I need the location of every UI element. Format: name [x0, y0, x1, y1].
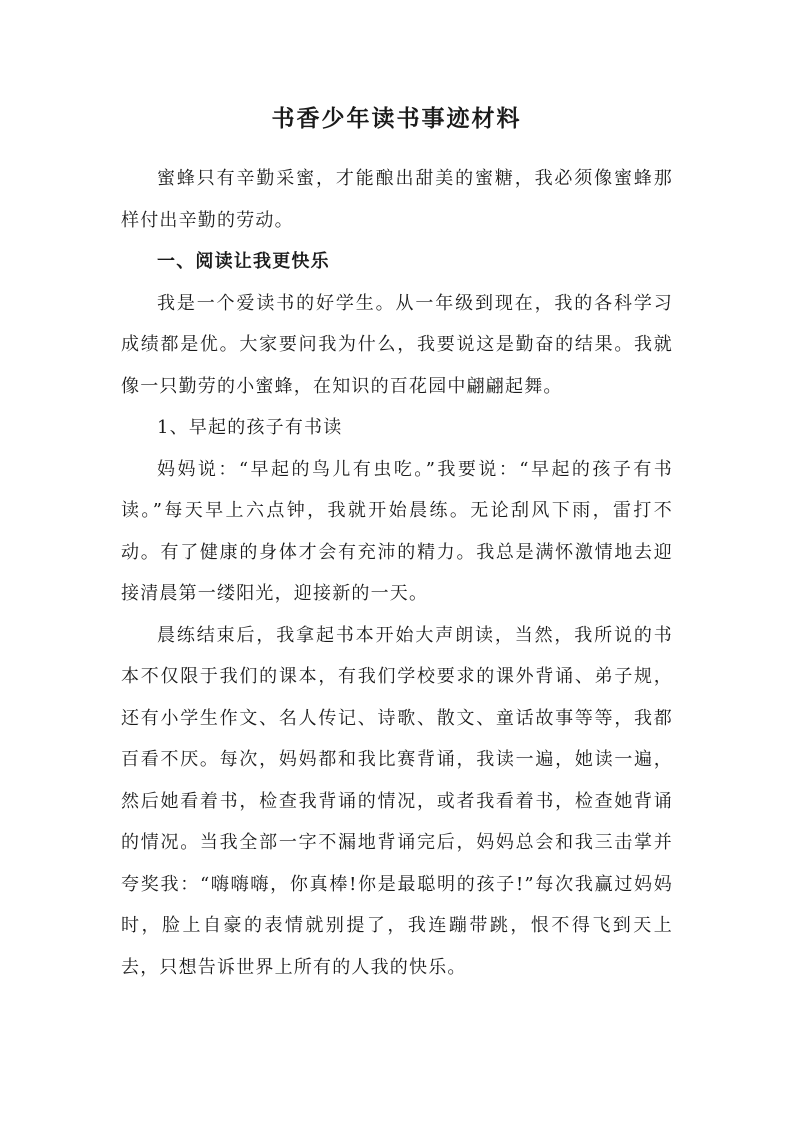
document-title: 书香少年读书事迹材料: [271, 105, 522, 132]
body-paragraph: 我是一个爱读书的好学生。从一年级到现在，我的各科学习成绩都是优。大家要问我为什么，我要说这是勤奋的结果。我就像一只勤劳的小蜜蜂，在知识的百花园中翩翩起舞。: [121, 292, 673, 397]
subsection-heading: 1、早起的孩子有书读: [157, 417, 343, 438]
body-paragraph: 晨练结束后，我拿起书本开始大声朗读，当然，我所说的书本不仅限于我们的课本，有我们学校要求的课外背诵、弟子规，还有小学生作文、名人传记、诗歌、散文、童话故事等等，我都百看不厌。每次，妈妈都和我比赛背诵，我读一遍，她读一遍，然后她看着书，检查我背诵的情况，或者我看着书，检查她背诵的情况。当我全部一字不漏地背诵完后，妈妈总会和我三击掌并夸奖我：“嗨嗨嗨，你真棒!你是最聪明的孩子!”每次我赢过妈妈时，脸上自豪的表情就别提了，我连蹦带跳，恨不得飞到天上去，只想告诉世界上所有的人我的快乐。: [121, 624, 673, 978]
document-body: [121, 158, 673, 988]
intro-paragraph: 蜜蜂只有辛勤采蜜，才能酿出甜美的蜜糖，我必须像蜜蜂那样付出辛勤的劳动。: [121, 168, 673, 231]
body-paragraph: 妈妈说：“早起的鸟儿有虫吃。”我要说：“早起的孩子有书读。”每天早上六点钟，我就开始晨练。无论刮风下雨，雷打不动。有了健康的身体才会有充沛的精力。我总是满怀激情地去迎接清晨第一缕阳光，迎接新的一天。: [121, 458, 673, 604]
section-heading: 一、阅读让我更快乐: [157, 251, 330, 272]
